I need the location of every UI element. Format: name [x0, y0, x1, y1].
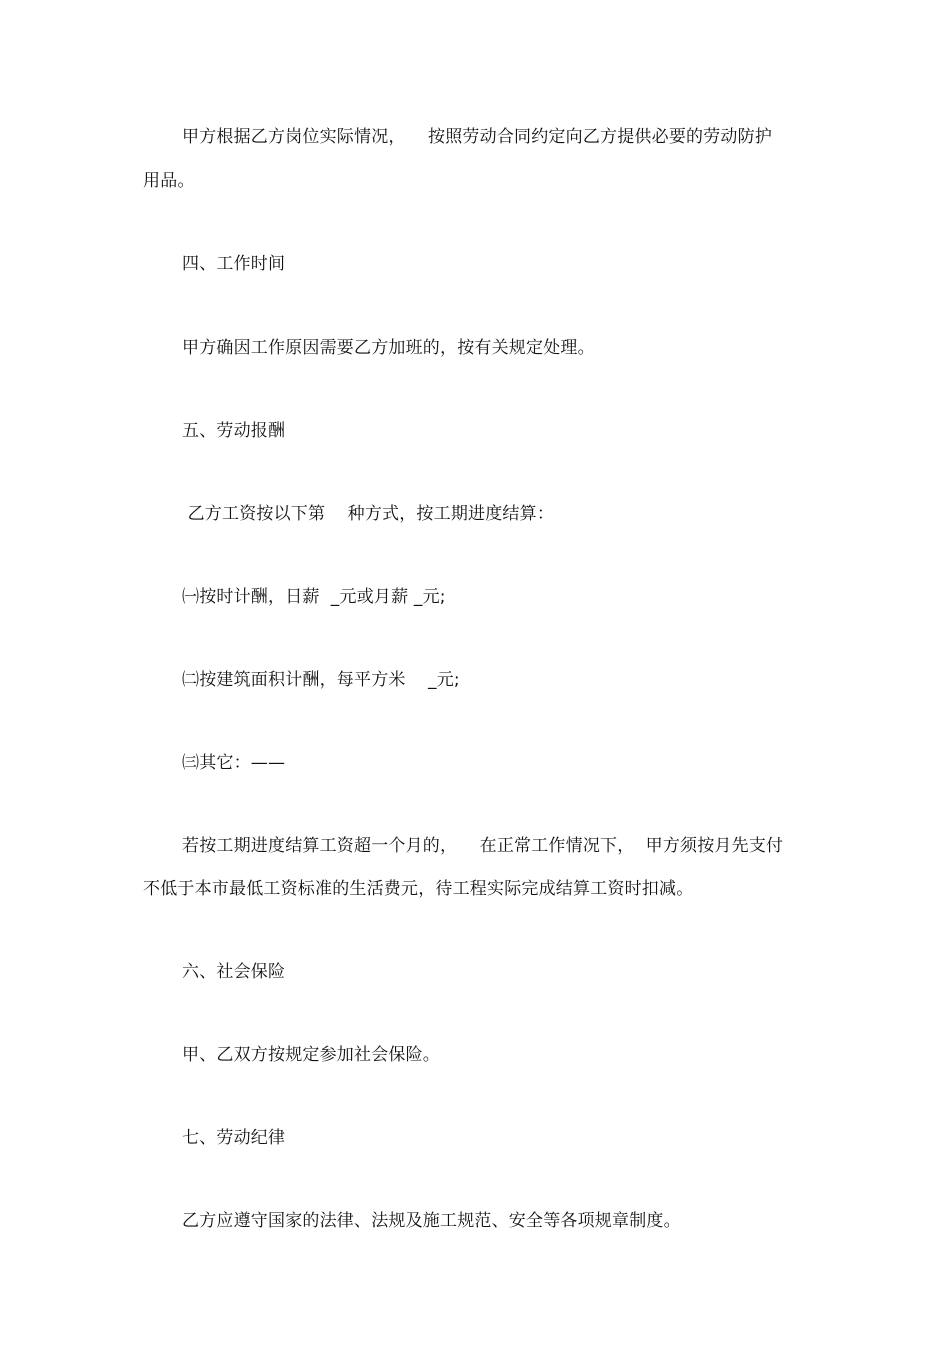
paragraph-protective-equipment-line-2: 用品。	[143, 171, 195, 191]
section-heading-working-hours: 四、工作时间	[182, 254, 286, 274]
paragraph-social-insurance: 甲、乙双方按规定参加社会保险。	[182, 1045, 440, 1065]
paragraph-overtime: 甲方确因工作原因需要乙方加班的，按有关规定处理。	[182, 338, 595, 358]
paragraph-wage-method: 乙方工资按以下第 种方式，按工期进度结算：	[182, 504, 555, 524]
section-heading-labor-discipline: 七、劳动纪律	[182, 1128, 286, 1148]
paragraph-monthly-advance-line-2: 不低于本市最低工资标准的生活费元，待工程实际完成结算工资时扣减。	[143, 879, 694, 899]
list-item-time-based-pay: ㈠按时计酬，日薪 _元或月薪 _元;	[182, 587, 446, 607]
list-item-area-based-pay: ㈡按建筑面积计酬，每平方米 _元;	[182, 670, 460, 690]
paragraph-labor-discipline: 乙方应遵守国家的法律、法规及施工规范、安全等各项规章制度。	[182, 1211, 681, 1231]
paragraph-protective-equipment-line-1: 甲方根据乙方岗位实际情况， 按照劳动合同约定向乙方提供必要的劳动防护	[182, 127, 773, 147]
section-heading-remuneration: 五、劳动报酬	[182, 421, 286, 441]
paragraph-monthly-advance-line-1: 若按工期进度结算工资超一个月的， 在正常工作情况下， 甲方须按月先支付	[182, 836, 784, 856]
section-heading-social-insurance: 六、社会保险	[182, 962, 286, 982]
list-item-other: ㈢其它：——	[182, 753, 286, 773]
